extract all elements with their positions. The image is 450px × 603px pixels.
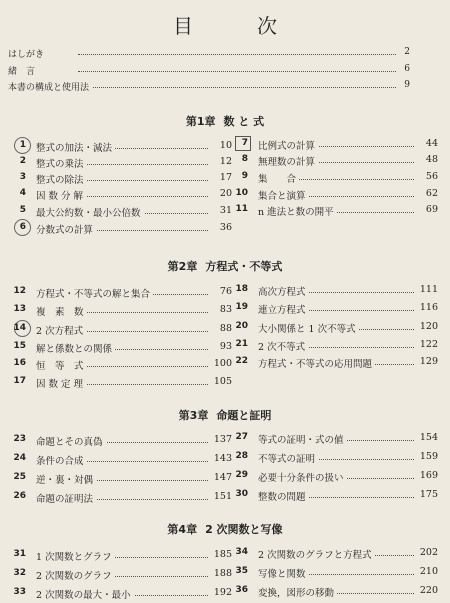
entry-page: 147	[213, 472, 232, 483]
toc-entry	[230, 138, 438, 154]
toc-entry	[8, 140, 232, 156]
entry-page: 105	[213, 376, 232, 387]
toc-entry	[230, 154, 438, 170]
toc-entry	[230, 284, 438, 300]
entry-number: 36	[235, 585, 248, 595]
front-matter-item	[8, 64, 410, 78]
entry-title: 方程式・不等式の解と集合	[36, 286, 153, 300]
entry-title: 変換，図形の移動	[258, 585, 337, 599]
front-matter-page: 6	[404, 64, 410, 74]
entry-title: 2 次関数のグラフと方程式	[258, 547, 375, 561]
toc-entry	[8, 549, 232, 565]
entry-title: 方程式・不等式の応用問題	[258, 356, 375, 370]
entry-page: 169	[419, 470, 438, 481]
entry-number: 16	[13, 358, 26, 368]
chapter-number: 第4章	[167, 523, 198, 536]
entry-title: 整式の加法・減法	[36, 140, 115, 154]
toc-entry	[230, 302, 438, 318]
toc-entry	[230, 547, 438, 563]
chapter-heading	[0, 113, 450, 129]
chapter-heading	[0, 521, 450, 537]
entry-number: 32	[13, 568, 26, 578]
entry-page: 159	[419, 451, 438, 462]
entry-number: 23	[13, 434, 26, 444]
leader-dots	[78, 54, 396, 55]
entry-title: 因 数 定 理	[36, 376, 86, 390]
entry-title: 比例式の計算	[258, 138, 318, 152]
chapter-number: 第2章	[167, 260, 198, 273]
entry-number: 30	[235, 489, 248, 499]
toc-entry	[8, 205, 232, 221]
entry-number: 9	[241, 171, 248, 181]
entry-number: 33	[13, 587, 26, 597]
entry-number: 2	[19, 156, 26, 166]
entry-title: 条件の合成	[36, 453, 87, 467]
entry-title: 因 数 分 解	[36, 188, 86, 202]
entry-title: 2 次方程式	[36, 323, 86, 337]
entry-title: 複 素 数	[36, 304, 87, 318]
entry-number: 15	[13, 341, 26, 351]
toc-entry	[8, 341, 232, 357]
entry-number: 21	[235, 339, 248, 349]
entry-title: n 進法と数の開平	[258, 204, 337, 218]
entry-title: 高次方程式	[258, 284, 309, 298]
entry-title: 命題とその真偽	[36, 434, 106, 448]
toc-entry	[8, 304, 232, 320]
toc-entry	[230, 321, 438, 337]
entry-page: 111	[419, 284, 438, 295]
toc-entry	[8, 358, 232, 374]
front-matter-label: 本書の構成と使用法	[8, 80, 92, 93]
entry-page: 202	[419, 547, 438, 558]
entry-page: 56	[425, 171, 438, 182]
entry-number: 7	[241, 138, 248, 148]
entry-number: 4	[19, 188, 26, 198]
toc-entry	[8, 453, 232, 469]
front-matter-page: 9	[404, 80, 410, 90]
toc-entry	[230, 470, 438, 486]
front-matter-label: はしがき	[8, 47, 47, 60]
toc-entry	[230, 171, 438, 187]
toc-entry	[230, 585, 438, 601]
toc-entry	[8, 172, 232, 188]
entry-title: 無理数の計算	[258, 154, 318, 168]
chapter-heading	[0, 258, 450, 274]
entry-number: 1	[19, 140, 26, 150]
entry-title: 2 次不等式	[258, 339, 308, 353]
entry-page: 188	[213, 568, 232, 579]
entry-page: 192	[213, 587, 232, 598]
toc-entry	[230, 566, 438, 582]
page-title: 目 次	[173, 14, 299, 38]
toc-entry	[230, 432, 438, 448]
entry-page: 69	[425, 204, 438, 215]
entry-title: 命題の証明法	[36, 491, 96, 505]
toc-entry	[8, 188, 232, 204]
entry-page: 12	[219, 156, 232, 167]
entry-number: 22	[235, 356, 248, 366]
entry-page: 185	[213, 549, 232, 560]
entry-page: 48	[425, 154, 438, 165]
toc-entry	[8, 323, 232, 339]
toc-entry	[230, 204, 438, 220]
toc-entry	[8, 568, 232, 584]
leader-dots	[78, 87, 396, 88]
entry-number: 34	[235, 547, 248, 557]
entry-title: 2 次関数の最大・最小	[36, 587, 134, 601]
entry-title: 写像と関数	[258, 566, 309, 580]
entry-title: 等式の証明・式の値	[258, 432, 347, 446]
entry-number: 20	[235, 321, 248, 331]
toc-entry	[8, 222, 232, 238]
entry-page: 129	[419, 356, 438, 367]
entry-number: 24	[13, 453, 26, 463]
entry-page: 100	[213, 358, 232, 369]
front-matter-item	[8, 80, 410, 94]
entry-page: 175	[419, 489, 438, 500]
toc-entry	[230, 339, 438, 355]
entry-page: 20	[219, 188, 232, 199]
entry-number: 3	[19, 172, 26, 182]
entry-title: 集 合	[258, 171, 299, 185]
entry-page: 137	[213, 434, 232, 445]
entry-page: 31	[219, 205, 232, 216]
entry-page: 116	[419, 302, 438, 313]
entry-number: 11	[235, 204, 248, 214]
entry-page: 154	[419, 432, 438, 443]
entry-title: 分数式の計算	[36, 222, 96, 236]
toc-entry	[8, 491, 232, 507]
entry-page: 93	[219, 341, 232, 352]
entry-number: 18	[235, 284, 248, 294]
entry-number: 13	[13, 304, 26, 314]
toc-entry	[8, 156, 232, 172]
front-matter-page: 2	[404, 47, 410, 57]
entry-number: 28	[235, 451, 248, 461]
entry-title: 逆・裏・対偶	[36, 472, 96, 486]
entry-number: 12	[13, 286, 26, 296]
toc-entry	[8, 286, 232, 302]
entry-number: 19	[235, 302, 248, 312]
toc-entry	[8, 434, 232, 450]
toc-entry	[8, 472, 232, 488]
entry-page: 10	[219, 140, 232, 151]
entry-number: 10	[235, 188, 248, 198]
chapter-number: 第3章	[178, 409, 209, 422]
entry-number: 31	[13, 549, 26, 559]
chapter-title: 命題と証明	[216, 409, 272, 422]
entry-number: 14	[13, 323, 26, 333]
entry-page: 220	[419, 585, 438, 596]
toc-entry	[230, 356, 438, 372]
entry-title: 最大公約数・最小公倍数	[36, 205, 144, 219]
chapter-number: 第1章	[185, 115, 216, 128]
entry-page: 36	[219, 222, 232, 233]
toc-entry	[230, 451, 438, 467]
entry-title: 整式の乗法	[36, 156, 87, 170]
toc-entry	[8, 376, 232, 392]
chapter-title: 2 次関数と写像	[205, 523, 283, 536]
entry-number: 25	[13, 472, 26, 482]
entry-title: 集合と演算	[258, 188, 309, 202]
toc-entry	[230, 489, 438, 505]
front-matter-label: 緒 言	[8, 64, 38, 77]
entry-title: 整式の除法	[36, 172, 87, 186]
entry-number: 29	[235, 470, 248, 480]
entry-number: 17	[13, 376, 26, 386]
entry-title: 解と係数との関係	[36, 341, 115, 355]
entry-number: 6	[19, 222, 26, 232]
chapter-heading	[0, 407, 450, 423]
entry-page: 88	[219, 323, 232, 334]
entry-page: 76	[219, 286, 232, 297]
entry-title: 2 次関数のグラフ	[36, 568, 115, 582]
entry-title: 恒 等 式	[36, 358, 87, 372]
toc-entry	[8, 587, 232, 603]
entry-title: 連立方程式	[258, 302, 309, 316]
leader-dots	[78, 71, 396, 72]
chapter-title: 方程式・不等式	[205, 260, 283, 273]
front-matter-item	[8, 47, 410, 61]
chapter-title: 数 と 式	[223, 115, 265, 128]
entry-number: 8	[241, 154, 248, 164]
entry-page: 120	[419, 321, 438, 332]
entry-page: 17	[219, 172, 232, 183]
entry-number: 5	[19, 205, 26, 215]
entry-page: 44	[425, 138, 438, 149]
entry-page: 151	[213, 491, 232, 502]
entry-page: 143	[213, 453, 232, 464]
toc-entry	[230, 188, 438, 204]
entry-page: 62	[425, 188, 438, 199]
entry-page: 210	[419, 566, 438, 577]
entry-title: 1 次関数とグラフ	[36, 549, 115, 563]
entry-page: 122	[419, 339, 438, 350]
entry-title: 不等式の証明	[258, 451, 318, 465]
entry-number: 35	[235, 566, 248, 576]
entry-page: 83	[219, 304, 232, 315]
entry-title: 整数の問題	[258, 489, 309, 503]
entry-title: 必要十分条件の扱い	[258, 470, 347, 484]
entry-number: 27	[235, 432, 248, 442]
entry-number: 26	[13, 491, 26, 501]
entry-title: 大小関係と 1 次不等式	[258, 321, 359, 335]
